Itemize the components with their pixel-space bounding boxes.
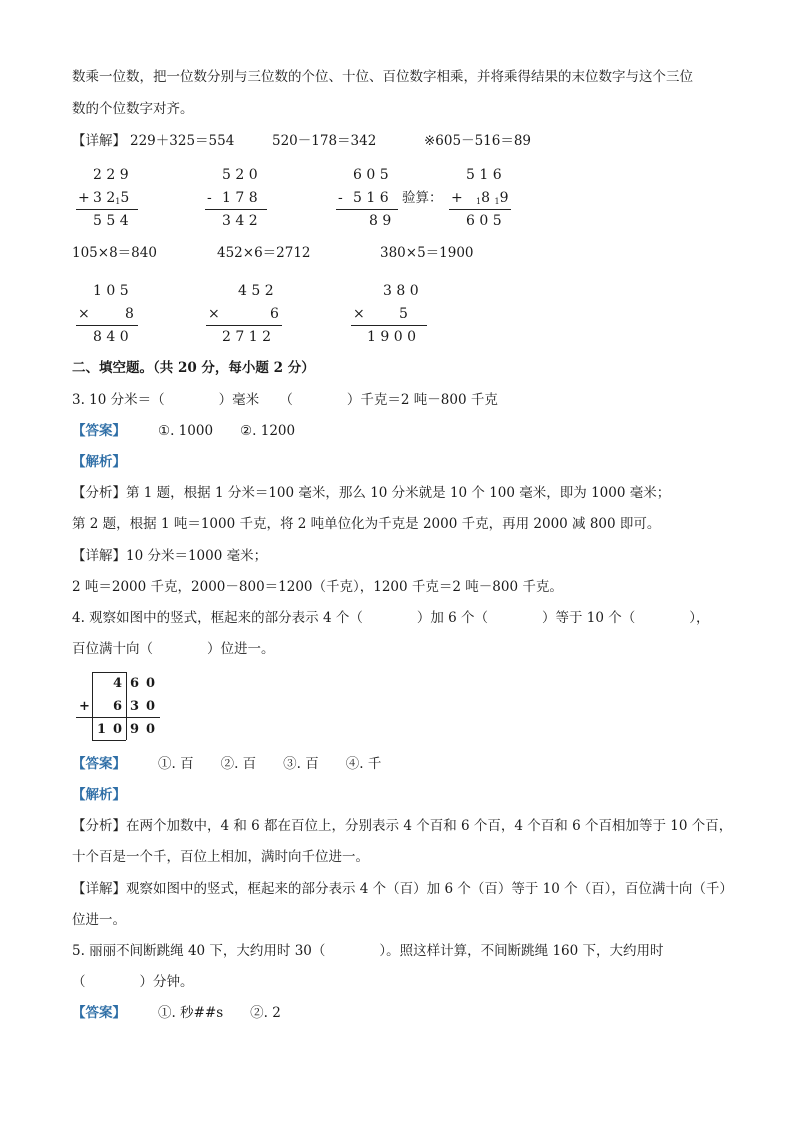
check-row-2: $_1$8 $_1$9 [476,190,509,206]
mult2-row-2: 6 [270,306,279,322]
sub2-result: 8 9 [369,213,392,229]
q3-answer: ①. 1000 ②. 1200 [158,423,296,439]
mult1-row-2: 8 [125,306,134,322]
q4-analysis-1: 【分析】在两个加数中，4 和 6 都在百位上，分别表示 4 个百和 6 个百，4 个百和 6 个百相加等于 10 个百， [72,818,733,834]
q3-question: 3. 10 分米＝（ ）毫米 （ ）千克＝2 吨－800 千克 [72,392,498,408]
detail-eq-1: 229＋325＝554 [130,133,235,149]
q3-analysis-1: 【分析】第 1 题，根据 1 分米＝100 毫米，那么 10 分米就是 10 个 100 毫米，即为 1000 毫米； [72,485,671,501]
q3-answer-label: 【答案】 [72,423,126,439]
sub2-rule [336,209,398,210]
sub2-row-2: 5 1 6 [353,190,389,206]
detail-label: 【详解】 [72,133,126,149]
q4-d-r1c: 0 [146,676,156,691]
add-row-2: 3 $2_15$ [93,190,130,206]
q4-box-left [92,672,93,740]
q4-boxed-figure [76,672,166,742]
mult2-row-1: 4 5 2 [238,283,274,299]
mult1-operator: × [78,306,90,322]
add-operator: + [78,190,90,206]
section-title: 二、填空题。（共 20 分，每小题 2 分） [72,360,315,376]
intro-line-1: 数乘一位数，把一位数分别与三位数的个位、十位、百位数字相乘，并将乘得结果的末位数字与这个三位 [72,69,693,85]
mult2-result: 2 7 1 2 [222,329,271,345]
q4-d-r2c: 0 [146,699,156,714]
q4-answer: ①. 百 ②. 百 ③. 百 ④. 千 [158,756,382,772]
q4-rule [76,717,160,718]
q4-question-1: 4. 观察如图中的竖式，框起来的部分表示 4 个（ ）加 6 个（ ）等于 10 个（ ）， [72,610,710,626]
sub1-row-1: 5 2 0 [222,167,258,183]
sub2-operator: - [338,190,343,206]
q4-question-2: 百位满十向（ ）位进一。 [72,641,275,657]
check-row-1: 5 1 6 [466,167,502,183]
mult-eq-3: 380×5＝1900 [380,245,474,261]
q5-question-2: （ ）分钟。 [72,974,194,990]
sub1-row-2: 1 7 8 [222,190,258,206]
q5-question-1: 5. 丽丽不间断跳绳 40 下，大约用时 30（ ）。照这样计算，不间断跳绳 160 下，大约用时 [72,943,664,959]
sub1-rule [205,209,267,210]
q3-analysis-label: 【解析】 [72,454,126,470]
add-rule [76,209,138,210]
q4-d-r2a: 6 [113,699,123,714]
q3-detail-1: 【详解】10 分米＝1000 毫米； [72,548,268,564]
intro-line-2: 数的个位数字对齐。 [72,101,194,117]
mult3-row-1: 3 8 0 [383,283,419,299]
q5-answer: ①. 秒##s ②. 2 [158,1005,281,1021]
add-result: 5 5 4 [93,213,129,229]
check-operator: + [451,190,463,206]
mult1-row-1: 1 0 5 [93,283,129,299]
mult1-result: 8 4 0 [93,329,129,345]
sub1-operator: - [207,190,212,206]
mult3-result: 1 9 0 0 [367,329,416,345]
detail-eq-2: 520－178＝342 [272,133,377,149]
q5-answer-label: 【答案】 [72,1005,126,1021]
q4-box-right [126,672,127,740]
q4-d-r2b: 3 [130,699,140,714]
check-rule [449,209,511,210]
q4-analysis-2: 十个百是一个千，百位上相加，满时向千位进一。 [72,849,369,865]
q4-d-r1a: 4 [113,676,123,691]
q4-plus: + [79,699,90,714]
q4-d-r3d: 0 [146,722,156,737]
q4-d-r3b: 0 [113,722,123,737]
q4-d-r3a: 1 [97,722,107,737]
q4-box-top [92,672,126,673]
mult3-operator: × [353,306,365,322]
sub1-result: 3 4 2 [222,213,258,229]
mult1-rule [76,325,138,326]
mult2-rule [206,325,282,326]
mult3-rule [351,325,427,326]
q4-analysis-label: 【解析】 [72,787,126,803]
sub2-row-1: 6 0 5 [353,167,389,183]
add-row-1: 2 2 9 [93,167,129,183]
q4-d-r3c: 9 [130,722,140,737]
q4-d-r1b: 6 [130,676,140,691]
detail-eq-3: ※605－516＝89 [424,133,532,149]
q4-detail-2: 位进一。 [72,912,126,928]
check-result: 6 0 5 [466,213,502,229]
q4-answer-label: 【答案】 [72,756,126,772]
mult-eq-2: 452×6＝2712 [217,245,311,261]
mult-eq-1: 105×8＝840 [72,245,157,261]
mult2-operator: × [208,306,220,322]
mult3-row-2: 5 [399,306,408,322]
check-label: 验算： [402,190,443,206]
q4-box-bottom [92,740,126,741]
q3-detail-2: 2 吨＝2000 千克，2000－800＝1200（千克），1200 千克＝2 吨－800 千克。 [72,579,563,595]
q3-analysis-2: 第 2 题，根据 1 吨＝1000 千克，将 2 吨单位化为千克是 2000 千克，再用 2000 减 800 即可。 [72,516,661,532]
q4-detail-1: 【详解】观察如图中的竖式，框起来的部分表示 4 个（百）加 6 个（百）等于 10 个（百），百位满十向（千） [72,881,733,897]
